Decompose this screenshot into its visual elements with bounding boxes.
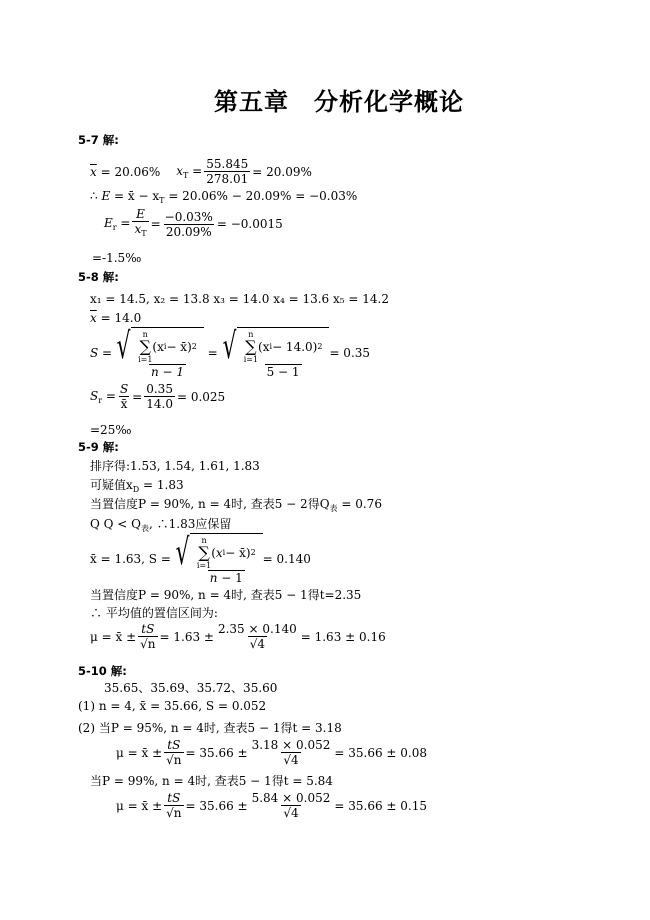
eq-5-10-data: 35.65、35.69、35.72、35.60	[104, 681, 278, 695]
eq-5-10-part2: (2) 当P = 95%, n = 4时, 查表5 − 1得t = 3.18	[78, 721, 342, 735]
eq-5-7-line2: ∴ E = x̄ − $x_T = 20.06\% - 20.09\% = -0.03\%$	[90, 189, 358, 205]
eq-5-7-permille: =-1.5‰	[92, 251, 142, 265]
eq-5-9-ci-intro: ∴ 平均值的置信区间为:	[90, 606, 218, 620]
eq-5-10-ci99: μ = x̄ ± $\frac{tS}{√n}$ = 35.66 ± $\frac{5.84 \times 0.052}{√4}$ = 35.66 ± 0.15	[116, 791, 427, 820]
eq-5-9-std: x̄ = 1.63, S = √ n ∑ i=1 ( x i − x̄) 2 n − 1 = 0.140	[90, 532, 311, 585]
eq-5-9-qtable: 当置信度P = 90%, n = 4时, 查表5 − 2得$Q_表 = 0.76$	[90, 497, 382, 513]
problem-5-10-heading: 5-10 解:	[78, 664, 127, 678]
eq-5-10-part1: (1) n = 4, x̄ = 35.66, S = 0.052	[78, 699, 267, 713]
eq-5-7-line3: $E_r$ = $\frac{E}{x_T}$ = $\frac{-0.03\%}{20.09\%}$ = −0.0015	[104, 207, 283, 241]
page-title: 第五章 分析化学概论	[214, 88, 464, 116]
problem-5-9-heading: 5-9 解:	[78, 440, 119, 454]
eq-5-9-suspect: 可疑值$x_D = 1.83$	[90, 478, 184, 494]
eq-5-10-part3: 当P = 99%, n = 4时, 查表5 − 1得t = 5.84	[90, 774, 333, 788]
eq-5-8-permille: =25‰	[90, 423, 132, 437]
problem-5-8-heading: 5-8 解:	[78, 270, 119, 284]
eq-5-9-ttable: 当置信度P = 90%, n = 4时, 查表5 − 1得t=2.35	[90, 588, 362, 602]
eq-5-8-values: x₁ = 14.5, x₂ = 13.8 x₃ = 14.0 x₄ = 13.6 x₅ = 14.2	[90, 292, 389, 306]
eq-5-8-std: S = √ n ∑ i=1 (x i − x̄) 2 n − 1 = √ n ∑ i=1 (x i − 14.0) 2 5 − 1 = 0.35	[90, 326, 371, 379]
problem-5-7-heading: 5-7 解:	[78, 133, 119, 147]
eq-5-9-ci: μ = x̄ ± $\frac{tS}{√n}$ = 1.63 ± $\frac{2.35 \times 0.140}{√4}$ = 1.63 ± 0.16	[90, 622, 386, 651]
eq-5-9-sorted: 排序得:1.53, 1.54, 1.61, 1.83	[90, 459, 260, 473]
eq-5-8-rsd: $S_r$ = $\frac{S}{x̄}$ = $\frac{0.35}{14.0}$ = 0.025	[90, 382, 226, 411]
eq-5-10-ci95: μ = x̄ ± $\frac{tS}{√n}$ = 35.66 ± $\frac{3.18 \times 0.052}{√4}$ = 35.66 ± 0.08	[116, 738, 427, 767]
eq-5-9-qcompare: Q $Q < Q_表$, ∴1.83应保留	[90, 517, 232, 533]
eq-5-7-line1: $\overline{x}$ = 20.06% $x_T$ = $\frac{55.845}{278.01}$ = 20.09%	[90, 157, 312, 186]
eq-5-8-mean: $\overline{x} = 14.0$	[90, 311, 142, 325]
